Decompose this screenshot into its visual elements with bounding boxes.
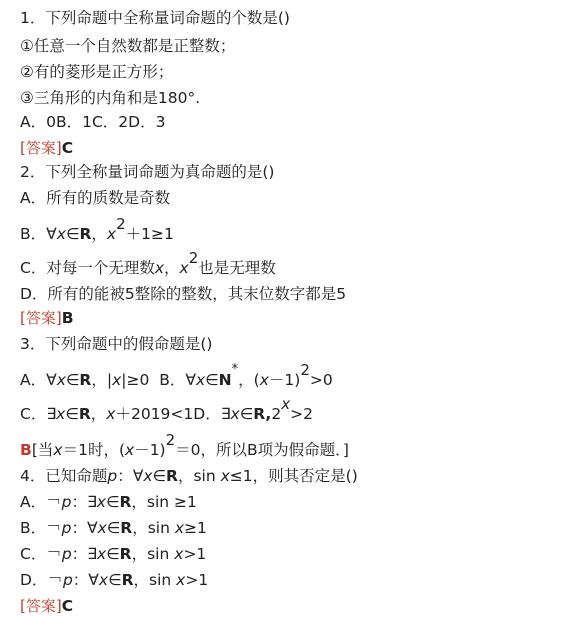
q2-option-c: C．对每一个无理数x，$x^2$也是无理数 [20, 248, 276, 277]
q1-item-2: ②有的菱形是正方形； [20, 63, 174, 81]
q3-answer-explanation: B[当x＝1时，$(x-1)^2=0$，所以B项为假命题．] [20, 430, 349, 459]
q1-item-1: ①任意一个自然数都是正整数； [20, 37, 236, 55]
q1-item-3: ③三角形的内角和是180°. [20, 89, 201, 107]
q1-stem: 1．下列命题中全称量词命题的个数是() [20, 9, 290, 27]
q4-answer: [答案]C [20, 597, 74, 615]
q4-option-d: D．￢p：∀x∈R，sin x>1 [20, 571, 209, 589]
q2-option-d: D．所有的能被5整除的整数，其末位数字都是5 [20, 285, 347, 303]
q3-stem: 3．下列命题中的假命题是() [20, 335, 213, 353]
q1-answer: [答案]C [20, 139, 74, 157]
q4-option-c: C．￢p：∃x∈R，sin x>1 [20, 545, 207, 563]
q2-stem: 2．下列全称量词命题为真命题的是() [20, 163, 275, 181]
q3-options-ab: A．∀x∈R，|x|≥0 B．∀x∈N*，$(x-1)^2>0$ [20, 360, 333, 389]
q4-option-b: B．￢p：∀x∈R，sin x≥1 [20, 519, 207, 537]
q2-option-a: A．所有的质数是奇数 [20, 189, 171, 207]
q4-stem: 4．已知命题p：∀x∈R，sin x≤1，则其否定是() [20, 467, 358, 485]
q1-options: A．0B．1C．2D．3 [20, 113, 166, 131]
q2-option-b: B．∀x∈R，$x^2+1\ge 1$ [20, 214, 174, 243]
q3-options-cd: C．∃x∈R，x＋2019<1D．$\exists x\in R,2^x>2$ [20, 394, 313, 423]
q4-option-a: A．￢p：∃x∈R，sin ≥1 [20, 493, 197, 511]
q2-answer: [答案]B [20, 309, 74, 327]
